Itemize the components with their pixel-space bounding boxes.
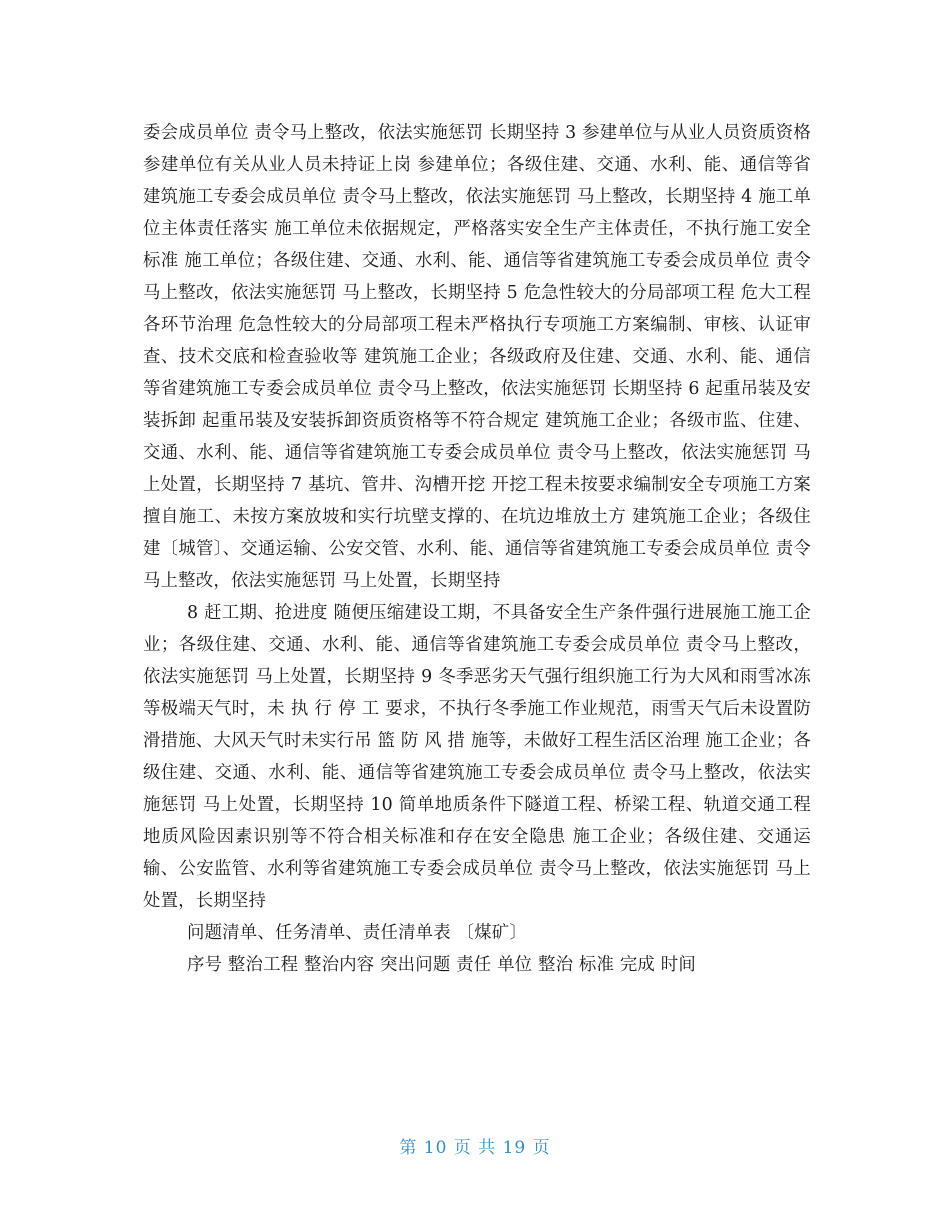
paragraph-1: 委会成员单位 责令马上整改，依法实施惩罚 长期坚持 3 参建单位与从业人员资质资格 参建单位有关从业人员未持证上岗 参建单位；各级住建、交通、水利、能、通信等省建筑施工专委会成员单位 责令马上整改，依法实施惩罚 马上整改，长期坚持 4 施工单位主体责任落实 施工单位未依据规定，严格落实安全生产主体责任，不执行施工安全标准 施工单位；各级住建、交通、水利、能、通信等省建筑施工专委会成员单位 责令马上整改，依法实施惩罚 马上整改，长期坚持 5 危急性较大的分局部项工程 危大工程各环节治理 危急性较大的分局部项工程未严格执行专项施工方案编制、审核、认证审查、技术交底和检查验收等 建筑施工企业；各级政府及住建、交通、水利、能、通信等省建筑施工专委会成员单位 责令马上整改，依法实施惩罚 长期坚持 6 起重吊装及安装拆卸 起重吊装及安装拆卸资质资格等不符合规定 建筑施工企业；各级市监、住建、交通、水利、能、通信等省建筑施工专委会成员单位 责令马上整改，依法实施惩罚 马上处置，长期坚持 7 基坑、管井、沟槽开挖 开挖工程未按要求编制安全专项施工方案擅自施工、未按方案放坡和实行坑壁支撑的、在坑边堆放土方 建筑施工企业；各级住建〔城管〕、交通运输、公安交管、水利、能、通信等省建筑施工专委会成员单位 责令马上整改，依法实施惩罚 马上处置，长期坚持 bbox=[143, 123, 811, 591]
table-title: 问题清单、任务清单、责任清单表 〔煤矿〕 bbox=[187, 923, 527, 943]
table-header: 序号 整治工程 整治内容 突出问题 责任 单位 整治 标准 完成 时间 bbox=[187, 955, 696, 975]
page-number: 第 10 页 共 19 页 bbox=[399, 1138, 551, 1158]
document-body bbox=[143, 117, 811, 981]
paragraph-2: 8 赶工期、抢进度 随便压缩建设工期，不具备安全生产条件强行进展施工施工企业；各级住建、交通、水利、能、通信等省建筑施工专委会成员单位 责令马上整改，依法实施惩罚 马上处置，长期坚持 9 冬季恶劣天气强行组织施工行为大风和雨雪冰冻等极端天气时，未 执 行 停 工 要求，不执行冬季施工作业规范，雨雪天气后未设置防滑措施、大风天气时未实行吊 篮 防 风 措 施等，未做好工程生活区治理 施工企业；各级住建、交通、水利、能、通信等省建筑施工专委会成员单位 责令马上整改，依法实施惩罚 马上处置，长期坚持 10 简单地质条件下隧道工程、桥梁工程、轨道交通工程 地质风险因素识别等不符合相关标准和存在安全隐患 施工企业；各级住建、交通运输、公安监管、水利等省建筑施工专委会成员单位 责令马上整改，依法实施惩罚 马上处置，长期坚持 bbox=[143, 603, 811, 911]
